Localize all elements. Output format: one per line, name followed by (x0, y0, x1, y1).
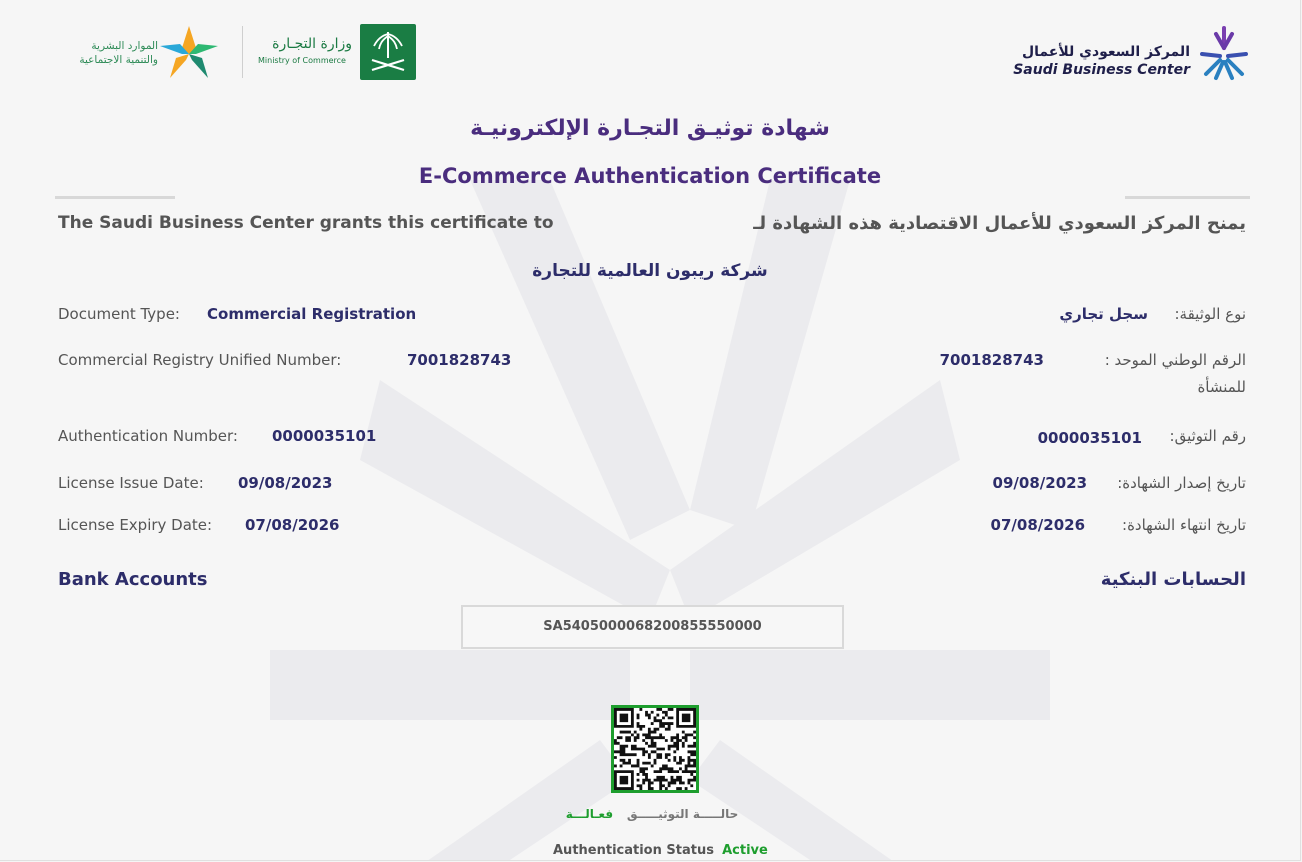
hrsd-name-line1: الموارد البشرية (91, 40, 158, 52)
auth-number-label-en: Authentication Number: (58, 427, 238, 445)
issue-date-value-ar: 09/08/2023 (992, 474, 1087, 492)
grant-statement-ar: يمنح المركز السعودي للأعمال الاقتصادية هذه الشهادة لـ (753, 213, 1246, 234)
document-type-label-ar: نوع الوثيقة: (1174, 305, 1246, 323)
auth-number-value-ar: 0000035101 (1037, 429, 1142, 447)
sbc-logo (1013, 24, 1252, 82)
document-type-label-en: Document Type: (58, 305, 180, 323)
sbc-name-ar: المركز السعودي للأعمال (1022, 44, 1190, 60)
hrsd-name (46, 39, 158, 67)
unified-number-label-ar: الرقم الوطني الموحد : (1104, 351, 1246, 369)
qr-code-icon[interactable] (611, 705, 699, 793)
logo-separator (242, 26, 243, 78)
auth-number-label-ar: رقم التوثيق: (1169, 427, 1246, 445)
moc-name-ar: وزارة التجـارة (272, 36, 352, 52)
divider-right (1125, 196, 1250, 199)
moc-logo (256, 22, 418, 80)
expiry-date-value-en: 07/08/2026 (245, 516, 340, 534)
auth-status-label-en: Authentication Status (553, 843, 714, 858)
grant-statement-en: The Saudi Business Center grants this certificate to (58, 213, 554, 233)
moc-emblem-icon (360, 24, 416, 80)
sbc-logo-icon (1196, 24, 1252, 82)
moc-name-en: Ministry of Commerce (258, 56, 346, 65)
auth-status-label-ar: حالـــــة التوثيـــــق (626, 807, 739, 821)
auth-status-value-en: Active (722, 843, 768, 858)
sbc-name-en: Saudi Business Center (1013, 62, 1190, 78)
hrsd-logo (46, 24, 230, 82)
qr-code-pattern (614, 708, 696, 790)
issue-date-label-ar: تاريخ إصدار الشهادة: (1117, 474, 1246, 492)
expiry-date-value-ar: 07/08/2026 (990, 516, 1085, 534)
issue-date-value-en: 09/08/2023 (238, 474, 333, 492)
auth-number-value-en: 0000035101 (272, 427, 377, 445)
hrsd-logo-icon (158, 24, 220, 82)
bank-accounts-title-ar: الحسابات البنكية (1100, 569, 1246, 590)
auth-status-en (553, 843, 768, 858)
expiry-date-label-en: License Expiry Date: (58, 516, 213, 534)
company-name: شركة ريبون العالمية للتجارة (532, 261, 768, 281)
expiry-date-label-ar: تاريخ انتهاء الشهادة: (1122, 516, 1246, 534)
auth-status-ar (540, 807, 764, 821)
divider-left (55, 196, 175, 199)
unified-number-label-ar-line2: للمنشأة (1197, 378, 1246, 396)
bank-accounts-title-en: Bank Accounts (58, 569, 208, 590)
issue-date-label-en: License Issue Date: (58, 474, 204, 492)
unified-number-value-ar: 7001828743 (939, 351, 1044, 369)
certificate-title-en: E-Commerce Authentication Certificate (418, 164, 882, 188)
unified-number-value-en: 7001828743 (407, 351, 512, 369)
document-type-value-ar: سجل تجاري (1059, 305, 1148, 323)
auth-status-value-ar: فعـالـــة (565, 807, 614, 821)
hrsd-name-line2: والتنمية الاجتماعية (79, 54, 158, 66)
iban-field: SA5405000068200855550000 (461, 605, 844, 649)
certificate-title-ar: شهادة توثيـق التجـارة الإلكترونيـة (470, 116, 830, 141)
unified-number-label-en: Commercial Registry Unified Number: (58, 351, 342, 369)
document-type-value-en: Commercial Registration (207, 305, 417, 323)
